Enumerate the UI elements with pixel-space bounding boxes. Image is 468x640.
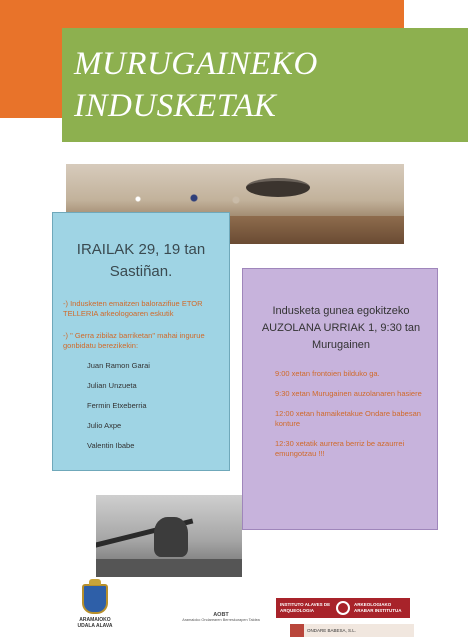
historical-photo [96, 495, 242, 577]
title-line-2: INDUSKETAK [74, 88, 277, 124]
volunteer-work-box [242, 268, 438, 530]
coat-of-arms-icon [82, 584, 108, 614]
guest-name: Julio Axpe [87, 421, 122, 430]
archaeology-institute-logo [276, 598, 410, 618]
schedule-item: 12:30 xetatik aurrera berriz be azaurrei emungotzau !!! [275, 439, 405, 458]
institute-emblem-icon [336, 601, 350, 615]
volunteer-heading [249, 303, 433, 354]
aobt-logo [176, 612, 266, 622]
volunteer-heading-line-1: Indusketa gunea egokitzeko [272, 305, 410, 317]
institute-text-right: ARKEOLOGIAKO ARABAR INSTITUTUA [354, 602, 402, 613]
event-heading [53, 239, 229, 283]
guest-name: Valentin Ibabe [87, 441, 135, 450]
ondare-babesa-logo [290, 624, 414, 637]
aobt-title: AOBT [213, 612, 229, 618]
ground-shape [96, 559, 242, 577]
guest-name: Fermin Etxeberria [87, 401, 147, 410]
institute-text-left: INSTITUTO ALAVES DE ARQUEOLOGIA [280, 602, 331, 613]
event-paragraph-2: -) " Gerra zibilaz barriketan" mahai ingurue gonbidatu berezikekin: [63, 331, 205, 350]
event-paragraph-1: -) Indusketen emaitzen balorazifiue ETOR TELLERIA arkeologoaren eskutik [63, 299, 203, 318]
volunteer-heading-line-2: AUZOLANA URRIAK 1, 9:30 tan [261, 322, 421, 334]
guest-name: Juan Ramon Garai [87, 361, 150, 370]
scattered-finds [124, 194, 264, 204]
event-place: Sastiñan. [109, 263, 173, 280]
municipality-logo-text: ARAMAIOKO UDALA ALAVA [77, 617, 113, 629]
event-info-box [52, 212, 230, 471]
guest-list [87, 361, 227, 461]
schedule-item: 9:00 xetan frontoien bilduko ga. [275, 369, 380, 378]
soldier-figure [154, 517, 188, 557]
aobt-subtitle: Aramaioko Ondarearen Berreskurapen Taldea [182, 618, 260, 622]
schedule-item: 9:30 xetan Murugainen auzolanaren hasiere [275, 389, 422, 398]
municipality-logo [72, 584, 118, 629]
guest-name: Julian Unzueta [87, 381, 137, 390]
title-banner [62, 28, 468, 142]
ondare-babesa-text: ONDARE BABESA, S.L. [307, 628, 357, 633]
schedule-item: 12:00 xetan hamaiketakue Ondare babesan konture [275, 409, 421, 428]
title-line-1: MURUGAINEKO [74, 46, 318, 82]
event-date: IRAILAK 29, 19 tan [76, 241, 206, 258]
volunteer-heading-line-3: Murugainen [311, 339, 371, 351]
schedule-list [275, 369, 435, 469]
